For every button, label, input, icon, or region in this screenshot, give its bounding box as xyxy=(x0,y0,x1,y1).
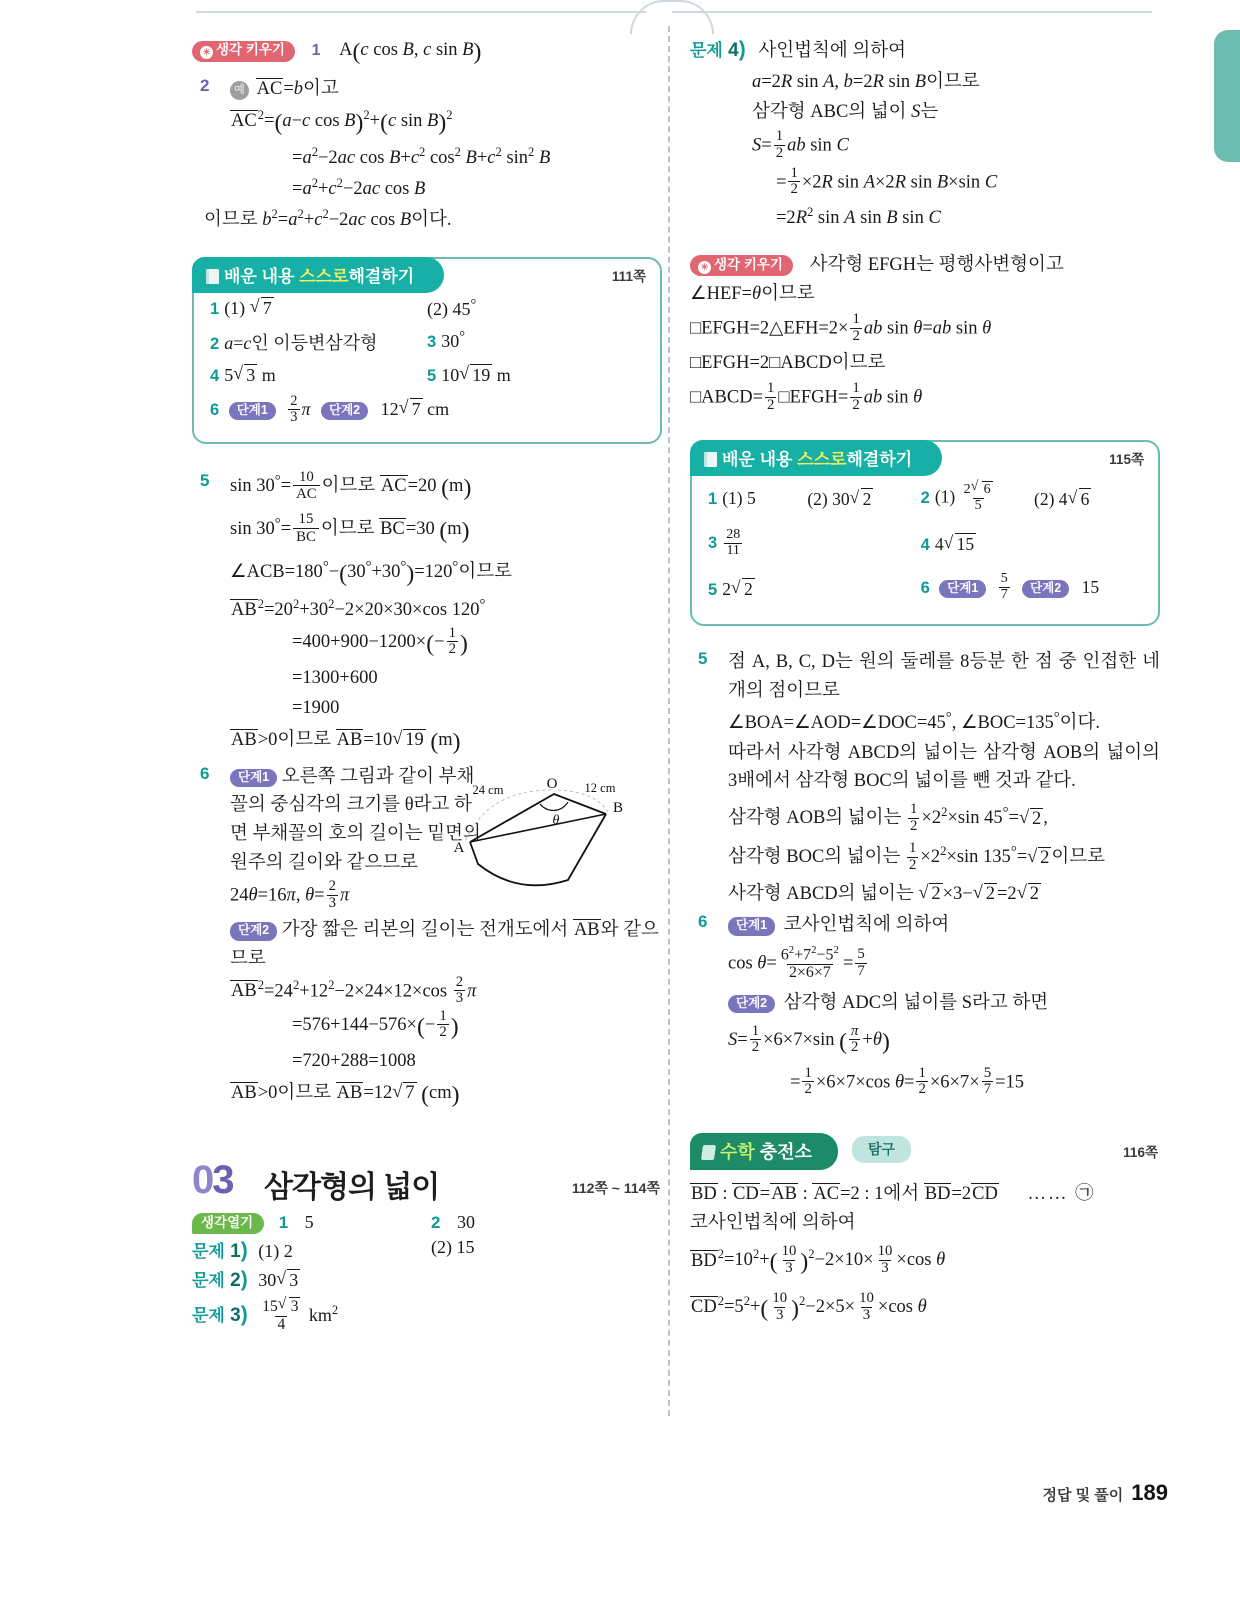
svg-text:12 cm: 12 cm xyxy=(584,781,616,795)
problem-row-1 xyxy=(192,1237,662,1263)
problem-3-label: 문제 xyxy=(192,1305,225,1325)
gbox-line-1: BD : CD=AB : AC=2 : 1에서 BD=2CD …… ㉠ xyxy=(691,1183,1096,1204)
right-item-5-line-5: 삼각형 BOC의 넓이는 $\frac{1}{2}$ $\times 2^2\times\sin$ 135°= √ 2 이므로 xyxy=(728,841,1160,874)
box1-step2-badge: 단계2 xyxy=(321,402,368,421)
problem-1: 문제 1) (1) 2 xyxy=(192,1239,293,1263)
right-item-6-eq2: S= $\frac{1}{2}$ ×6×7×sin ( $\frac{\pi}{2}$ +θ) xyxy=(728,1022,890,1056)
right-item-5-line-1: 점 A, B, C, D는 원의 둘레를 8등분 한 점 중 인접한 네 개의 점이므로 xyxy=(728,651,1160,701)
right-think-grow-head xyxy=(690,251,1160,280)
svg-text:24 cm: 24 cm xyxy=(472,783,504,797)
right-column xyxy=(690,34,1160,1329)
box2-page-ref: 115쪽 xyxy=(1109,452,1144,468)
math-charging-tag: 탐구 xyxy=(852,1136,911,1163)
svg-text:O: O xyxy=(546,776,558,792)
problem-1-answer-2: (2) 15 xyxy=(431,1237,475,1258)
problem-4-line-6: $=2R^2$ sin A sin B sin C xyxy=(776,204,941,228)
box1-title-hl: 스스로 xyxy=(299,266,349,286)
right-item-6-eq3: = $\frac{1}{2}$ ×6×7×cos θ= $\frac{1}{2}$ ×6×7× $\frac{5}{7}$ =15 xyxy=(790,1064,1025,1098)
problem-4-line-1: 사인법칙에 의하여 xyxy=(758,41,906,61)
right-item-6-eq1: cos θ= $\frac{6^2+7^2-5^2}{2\times 6\times 7}$ = $\frac{5}{7}$ xyxy=(728,944,865,982)
problem-4-line-4: S= $\frac{1}{2}$ ab sin C xyxy=(752,128,849,161)
self-solve-box-1-header xyxy=(192,257,444,293)
self-solve-box-2 xyxy=(690,440,1160,626)
right-item-5 xyxy=(690,648,1160,909)
section-page-range: 112쪽 ~ 114쪽 xyxy=(571,1179,660,1196)
box1-answer-grid xyxy=(210,297,644,426)
left-item-6-eq2: $AB^2=24^2+12^2-2\times 24\times 12\times\cos$ $\frac{2}{3}$ π xyxy=(231,973,477,1007)
gbox-line-3: $BD^2=10^2+$( $\frac{10}{3}$ )$^2$−2×10× $\frac{10}{3}$ ×cos θ xyxy=(691,1243,946,1276)
left-item-6-eq3: =576+144−576×(− $\frac{1}{2}$ ) xyxy=(292,1007,459,1041)
self-solve-box-1 xyxy=(192,257,662,444)
box2-step1-badge: 단계1 xyxy=(939,580,986,599)
left-item6-step1-badge: 단계1 xyxy=(230,769,277,788)
open-thought-left: 생각열기 1 5 xyxy=(192,1212,427,1235)
box2-title-tail: 해결하기 xyxy=(846,450,913,470)
left-item-6-step2: 단계2 가장 짧은 리본의 길이는 전개도에서 AB와 같으므로 xyxy=(230,920,659,969)
left-item-5-line-4: $AB^2=20^2+30^2-2\times 20\times 30\times\cos$ 120° xyxy=(231,596,486,621)
gbox-page-ref: 116쪽 xyxy=(1123,1144,1158,1160)
right-problem-4 xyxy=(690,34,1160,233)
box2-title-hl: 스스로 xyxy=(797,450,847,470)
self-solve-box-2-header xyxy=(690,440,942,476)
box2-answer-grid xyxy=(708,482,1142,604)
right-item6-step1-badge: 단계1 xyxy=(728,917,775,936)
right-item-5-line-4: 삼각형 AOB의 넓이는 $\frac{1}{2}$ $\times 2^2\times\sin$ 45°= √ 2 , xyxy=(728,802,1160,835)
box2-item-6: 6 단계1 $\frac{5}{7}$ 단계2 15 xyxy=(920,571,1100,603)
top-rule-right xyxy=(672,11,1152,13)
right-item-6-number: 6 xyxy=(698,912,708,932)
note-icon xyxy=(701,1145,716,1160)
page-footer xyxy=(1042,1480,1168,1506)
problem-3: 문제 3) $\frac{15 √ 3}{4}$ $km^2$ xyxy=(192,1298,427,1334)
think-grow-badge xyxy=(192,41,295,62)
example-marker-icon: 예 xyxy=(230,81,249,100)
right-problem-4-head: 문제 4) 사인법칙에 의하여 xyxy=(690,38,906,61)
footer-page-number: 189 xyxy=(1131,1480,1168,1505)
column-divider xyxy=(668,26,670,1416)
box1-page-ref: 111쪽 xyxy=(611,268,646,284)
page-side-tab xyxy=(1214,30,1240,162)
box1-item-1a: 1 (1) √ 7 xyxy=(210,297,427,320)
left-item-2-line-2: $AC^2=(a-c$ cos B)$^2$+(c sin B)$^2$ xyxy=(231,107,453,136)
box2-step2-badge: 단계2 xyxy=(1022,580,1069,599)
left-item-5 xyxy=(192,470,662,760)
left-item-2-line-4: $=a^2+c^2-2ac$ cos B xyxy=(292,175,426,199)
box2-title-plain: 배운 내용 xyxy=(722,450,793,470)
open-thought-badge xyxy=(192,1213,264,1235)
think-grow-badge-label: 생각 키우기 xyxy=(216,42,285,58)
box2-item-5: 5 2 √ 2 xyxy=(708,578,807,600)
left-item-6-number: 6 xyxy=(200,763,210,783)
problem-row-3 xyxy=(192,1298,662,1334)
left-item-2-number: 2 xyxy=(200,75,210,95)
left-item-2-line-1: 예 AC=b이고 xyxy=(230,75,662,104)
right-item-5-number: 5 xyxy=(698,648,708,668)
box2-item-1a: 1 (1) 5 xyxy=(708,488,756,509)
right-think-grow-badge xyxy=(690,255,793,276)
box2-item-2b: (2) 4 √ 6 xyxy=(1034,488,1142,510)
right-think-line-1: 사각형 EFGH는 평행사변형이고 xyxy=(809,254,1064,275)
book-icon-2 xyxy=(704,452,717,467)
left-item-5-line-3: ∠ACB=180°−(30°+30°)=120°이므로 xyxy=(230,558,512,587)
right-item-6-step2 xyxy=(728,989,1160,1018)
right-think-badge-label: 생각 키우기 xyxy=(714,256,783,272)
gbox-line-2: 코사인법칙에 의하여 xyxy=(690,1213,856,1234)
box1-title-tail: 해결하기 xyxy=(348,266,415,286)
left-item-5-line-5: =400+900−1200×(− $\frac{1}{2}$ ) xyxy=(292,624,468,658)
box1-item-2: 2 a=c인 이등변삼각형 xyxy=(210,332,378,353)
box2-item-2a: 2 (1) $\frac{2 √ 6}{5}$ xyxy=(921,482,1034,515)
svg-text:B: B xyxy=(612,800,624,816)
left-item-5-line-6: =1300+600 xyxy=(292,667,378,688)
left-item-5-line-1: sin 30°= $\frac{10}{AC}$ 이므로 AC=20 (m) xyxy=(230,468,472,503)
right-item6-step2-text: 삼각형 ADC의 넓이를 S라고 하면 xyxy=(783,992,1049,1013)
open-thought-row xyxy=(192,1212,662,1235)
gbox-line-1-ref: …… ㉠ xyxy=(1027,1183,1096,1204)
book-icon xyxy=(206,269,219,284)
gbox-line-4: $CD^2=5^2+$( $\frac{10}{3}$ )$^2$−2×5× $\frac{10}{3}$ ×cos θ xyxy=(691,1290,927,1323)
left-item6-step2-badge: 단계2 xyxy=(230,922,277,941)
problem-row-2 xyxy=(192,1266,662,1292)
math-charging-header xyxy=(690,1133,838,1170)
problem-4-label: 문제 xyxy=(690,41,723,60)
right-item-5-line-3: 따라서 사각형 ABCD의 넓이는 삼각형 AOB의 넓이의 3배에서 삼각형 BOC의 넓이를 뺀 것과 같다. xyxy=(728,742,1160,792)
box1-item-6: 6 단계1 $\frac{2}{3}$ π 단계2 12 √ 7 cm xyxy=(210,395,644,426)
box1-title-plain: 배운 내용 xyxy=(224,266,295,286)
right-item-5-line-2: ∠BOA=∠AOD=∠DOC=45°, ∠BOC=135°이다. xyxy=(728,709,1101,733)
problem-4-line-3: 삼각형 ABC의 넓이 S는 xyxy=(752,101,939,122)
sector-diagram xyxy=(448,768,658,898)
section-number: 03 xyxy=(192,1157,233,1202)
right-think-line-3: □EFGH=2△EFH=2× $\frac{1}{2}$ ab sin θ=ab sin θ xyxy=(690,311,992,344)
box1-item-4: 4 5 √ 3 m xyxy=(210,364,427,386)
box1-item-3: 3 30° xyxy=(427,328,465,351)
left-item-5-line-7: =1900 xyxy=(292,697,340,718)
right-item-5-line-6: 사각형 ABCD의 넓이는 √ 2 ×3− √ 2 =2 √ 2 xyxy=(728,880,1160,909)
footer-label: 정답 및 풀이 xyxy=(1042,1487,1124,1504)
think-q1-answer: A(c cos B, c sin B) xyxy=(339,39,482,65)
right-item6-step2-badge: 단계2 xyxy=(728,995,775,1014)
box1-step1-badge: 단계1 xyxy=(229,402,276,421)
section-03-header xyxy=(192,1157,662,1210)
open-badge-a: 생각 xyxy=(201,1214,228,1230)
problem-1-label: 문제 xyxy=(192,1242,225,1262)
problem-2: 문제 2) 30 √ 3 xyxy=(192,1266,427,1292)
left-item-2-line-3: $=a^2-2ac$ $\cos B+c^2$ $\cos^2 B+c^2$ $\sin^2 B$ xyxy=(292,144,551,168)
box1-item-1b: (2) 45° xyxy=(427,296,477,319)
left-item6-step1-text: 오른쪽 그림과 같이 부채꼴의 중심각의 크기를 θ라고 하면 부채꼴의 호의 길이는 밑면의 원주의 길이와 같으므로 xyxy=(230,766,481,874)
left-item-6-eq1: 24θ=16π, θ= $\frac{2}{3}$ π xyxy=(230,877,350,911)
right-think-grow xyxy=(690,251,1160,415)
bulb-icon: ☀ xyxy=(200,46,213,59)
box2-item-3: 3 $\frac{28}{11}$ xyxy=(708,527,741,558)
gbox-title-tail: 충전소 xyxy=(759,1141,812,1162)
right-item6-step1-text: 코사인법칙에 의하여 xyxy=(783,915,950,936)
open-badge-b: 열기 xyxy=(227,1214,254,1230)
problem-4-line-5: = $\frac{1}{2}$ ×2R sin A×2R sin B×sin C xyxy=(776,164,998,198)
left-item-2-line-5: 이므로 $b^2=a^2+c^2-2ac$ cos B이다. xyxy=(204,206,452,230)
left-item-5-line-2: sin 30°= $\frac{15}{BC}$ 이므로 BC=30 (m) xyxy=(230,511,470,545)
left-column xyxy=(192,34,662,1334)
open-thought-right: 2 30 xyxy=(431,1211,475,1232)
section-title: 삼각형의 넓이 xyxy=(264,1170,440,1204)
gbox-title-hl: 수학 xyxy=(720,1141,755,1162)
problem-2-label: 문제 xyxy=(192,1271,225,1291)
svg-text:θ: θ xyxy=(552,813,560,828)
left-item-6-eq5: AB>0이므로 AB=12 √ 7 (cm) xyxy=(230,1077,662,1114)
left-item-5-line-8: AB>0이므로 AB=10 √ 19 (m) xyxy=(230,724,662,761)
left-item-6-eq4: =720+288=1008 xyxy=(292,1050,416,1071)
box1-item-5: 5 10 √ 19 m xyxy=(427,364,644,386)
left-item-2 xyxy=(192,75,662,235)
box2-item-1b: (2) 30 √ 2 xyxy=(807,488,920,510)
top-arc-decoration xyxy=(630,0,714,34)
think-q1-number: 1 xyxy=(311,42,321,60)
problem-4-line-2: a=2R sin A, b=2R sin B이므로 xyxy=(752,71,980,92)
top-rule-left xyxy=(196,11,646,13)
right-think-line-4: □EFGH=2□ABCD이므로 xyxy=(690,353,886,374)
right-item-6 xyxy=(690,911,1160,1098)
svg-text:A: A xyxy=(453,840,465,856)
left-item-5-number: 5 xyxy=(200,471,210,491)
math-charging-station xyxy=(690,1133,1160,1329)
right-think-line-5: □ABCD= $\frac{1}{2}$ □EFGH= $\frac{1}{2}$ ab sin θ xyxy=(690,380,923,413)
bulb-icon-2: ☀ xyxy=(698,261,711,274)
think-grow-row xyxy=(192,34,662,71)
right-think-line-2: ∠HEF=θ이므로 xyxy=(690,284,815,305)
right-item-6-step1 xyxy=(728,911,1160,940)
box2-item-4: 4 4 √ 15 xyxy=(921,533,1034,555)
